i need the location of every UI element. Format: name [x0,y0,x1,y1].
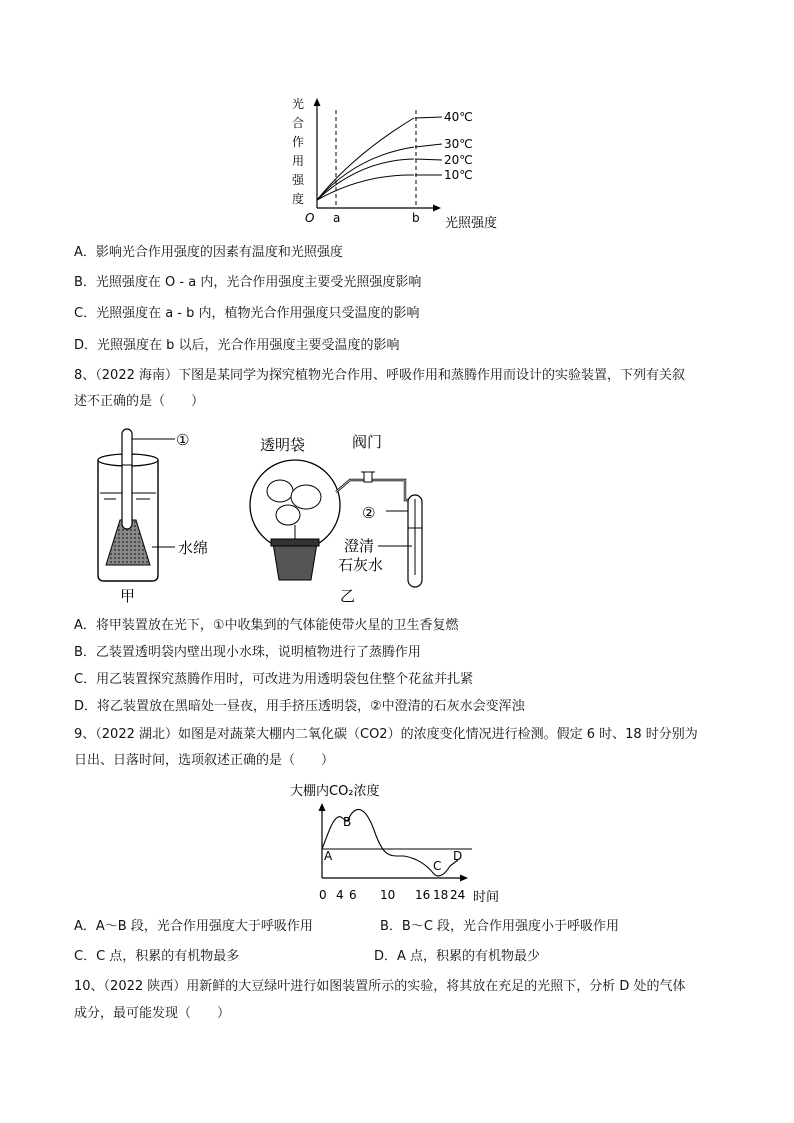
label-circled-2: ② [362,504,376,522]
co2-chart-title: 大棚内CO₂浓度 [290,784,380,799]
q10-stem-line2: 成分，最可能发现（ ） [74,1006,231,1021]
curve-label-30c: 30℃ [444,137,473,151]
tick-b: b [412,211,420,225]
apparatus-jia [98,429,175,581]
q9-option-c: C．C 点，积累的有机物最多 [74,949,240,964]
q7-option-c: C．光照强度在 a - b 内，植物光合作用强度只受温度的影响 [74,306,420,321]
ylabel-char-6: 度 [292,192,305,206]
ylabel-char-2: 合 [292,116,305,130]
q9-option-d: D．A 点，积累的有机物最少 [374,949,541,964]
x-axis-label: 光照强度 [445,216,498,231]
q9-option-b: B．B～C 段，光合作用强度小于呼吸作用 [380,919,620,934]
x-tick-16: 16 [415,888,431,902]
curve-30c [317,147,414,200]
ylabel-char-3: 作 [292,135,305,149]
curve-20c [317,159,414,200]
point-d: D [453,849,463,863]
q8-option-c: C．用乙装置探究蒸腾作用时，可改进为用透明袋包住整个花盆并扎紧 [74,672,474,687]
q10-stem-line1: 10、（2022 陕西）用新鲜的大豆绿叶进行如图装置所示的实验，将其放在充足的光照下，分析 D 处的气体 [74,979,686,994]
x-tick-24: 24 [450,888,466,902]
label-yi: 乙 [340,587,356,605]
q8-option-a: A．将甲装置放在光下，①中收集到的气体能使带火星的卫生香复燃 [74,618,459,633]
ylabel-char-1: 光 [292,97,305,111]
x-tick-10: 10 [380,888,396,902]
apparatus-figure [90,425,440,607]
q8-stem-line2: 述不正确的是（ ） [74,394,205,409]
label-jia: 甲 [120,587,136,605]
curve-label-20c: 20℃ [444,153,473,167]
x-axis-arrow [433,205,441,212]
tick-a: a [333,211,341,225]
co2-x-arrow [460,875,468,882]
co2-chart [286,778,516,908]
curve-label-40c: 40℃ [444,110,473,124]
q9-stem-line2: 日出、日落时间，选项叙述正确的是（ ） [74,753,335,768]
co2-y-arrow [319,803,326,811]
q8-option-b: B．乙装置透明袋内壁出现小水珠，说明植物进行了蒸腾作用 [74,645,421,660]
label-sponge: 水绵 [178,539,209,557]
q8-option-d: D．将乙装置放在黑暗处一昼夜，用手挤压透明袋，②中澄清的石灰水会变浑浊 [74,699,525,714]
ylabel-char-4: 用 [292,154,305,168]
y-axis-arrow [314,98,321,106]
label-clear: 澄清 [344,537,375,555]
pointer-40c [415,117,442,118]
label-limewater: 石灰水 [338,556,384,574]
x-tick-6: 6 [349,888,357,902]
point-b: B [343,815,352,829]
x-tick-0: 0 [319,888,327,902]
x-tick-4: 4 [336,888,344,902]
x-tick-18: 18 [433,888,449,902]
q9-stem-line1: 9、（2022 湖北）如图是对蔬菜大棚内二氧化碳（CO2）的浓度变化情况进行检测。假定 6 时、18 时分别为 [74,727,698,742]
label-bag: 透明袋 [260,436,306,454]
origin-label: O [305,211,315,225]
q9-option-a: A．A～B 段，光合作用强度大于呼吸作用 [74,919,313,934]
pointer-20c [415,159,442,160]
curve-label-10c: 10℃ [444,168,473,182]
label-valve: 阀门 [352,433,383,451]
q7-option-a: A．影响光合作用强度的因素有温度和光照强度 [74,245,343,260]
ylabel-char-5: 强 [292,173,305,187]
photosynthesis-light-chart [284,92,514,238]
point-a: A [324,849,333,863]
apparatus-yi [250,460,422,587]
label-circled-1: ① [176,431,190,449]
q7-option-b: B．光照强度在 O - a 内，光合作用强度主要受光照强度影响 [74,275,422,290]
q8-stem-line1: 8、（2022 海南）下图是某同学为探究植物光合作用、呼吸作用和蒸腾作用而设计的实验装置，下列有关叙 [74,368,685,383]
point-c: C [433,859,442,873]
co2-x-label: 时间 [473,890,500,905]
q7-option-d: D．光照强度在 b 以后，光合作用强度主要受温度的影响 [74,338,400,353]
pointer-30c [415,144,442,147]
